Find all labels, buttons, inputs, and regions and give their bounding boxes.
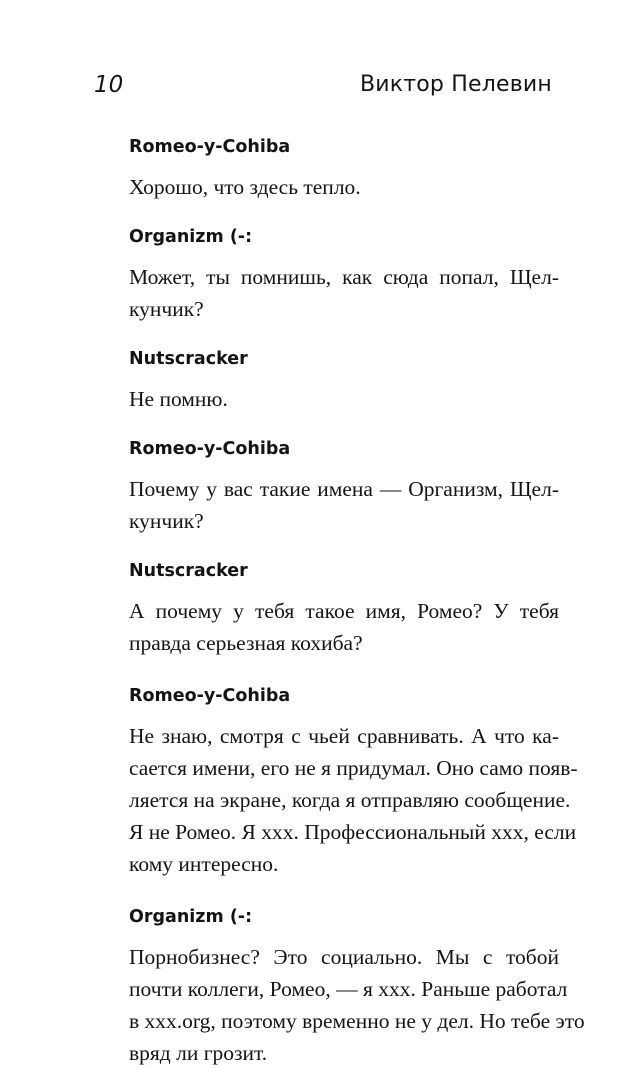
speaker-name: Romeo-y-Cohiba [129,137,291,157]
text-line: кому интересно. [129,852,279,876]
text-line: почти коллеги, Ромео, — я ххх. Раньше работал [129,977,568,1001]
text-line: Хорошо, что здесь тепло. [129,175,361,199]
text-line: А почему у тебя такое имя, Ромео? У тебя [129,599,559,623]
page-number: 10 [94,72,124,98]
dialogue-entry [129,434,559,537]
text-line: кунчик? [129,509,204,533]
text-line: правда серьезная кохиба? [129,631,363,655]
text-line: сается имени, его не я придумал. Оно само появ- [129,756,578,780]
speaker-name: Organizm (-: [129,907,253,927]
speaker-name: Organizm (-: [129,227,253,247]
text-line: вряд ли грозит. [129,1041,268,1065]
text-line: Не помню. [129,387,228,411]
text-line: Не знаю, смотря с чьей сравнивать. А что ка- [129,724,559,748]
text-line: Я не Ромео. Я ххх. Профессиональный ххх, если [129,820,577,844]
text-line: Почему у вас такие имена — Организм, Щел- [129,477,559,501]
dialogue-entry [129,902,585,1069]
dialogue-body [129,132,585,1069]
text-line: Порнобизнес? Это социально. Мы с тобой [129,945,559,969]
dialogue-entry [129,681,578,880]
speaker-name: Nutscracker [129,561,248,581]
page-header [0,70,624,104]
speaker-name: Romeo-y-Cohiba [129,439,291,459]
dialogue-entry [129,132,559,203]
dialogue-entry [129,222,559,325]
speaker-name: Romeo-y-Cohiba [129,686,291,706]
text-line: Может, ты помнишь, как сюда попал, Щел- [129,265,559,289]
dialogue-entry [129,556,559,659]
text-line: ляется на экране, когда я отправляю сообщение. [129,788,571,812]
speaker-name: Nutscracker [129,349,248,369]
text-line: кунчик? [129,297,204,321]
dialogue-entry [129,344,559,415]
running-head-author: Виктор Пелевин [359,72,552,97]
text-line: в xxx.org, поэтому временно не у дел. Но тебе это [129,1009,585,1033]
